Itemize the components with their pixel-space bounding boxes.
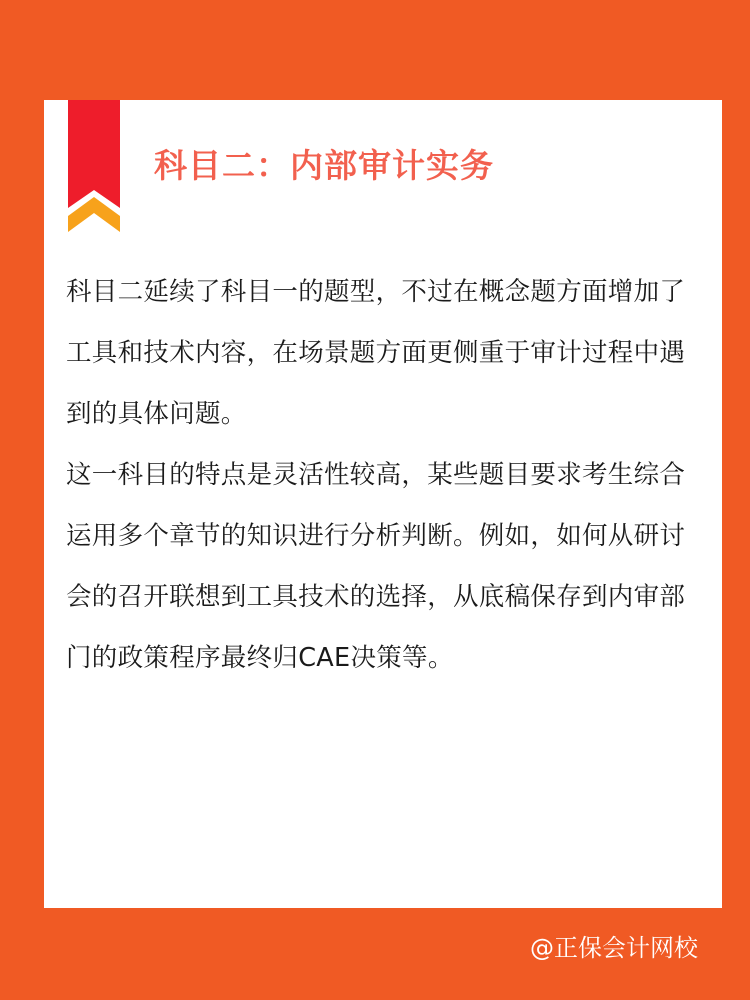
paragraph-2: 这一科目的特点是灵活性较高，某些题目要求考生综合运用多个章节的知识进行分析判断。例如，如何从研讨会的召开联想到工具技术的选择，从底稿保存到内审部门的政策程序最终归CAE决策等。 (66, 460, 686, 673)
body-text (66, 262, 696, 689)
paragraph-1: 科目二延续了科目一的题型，不过在概念题方面增加了工具和技术内容，在场景题方面更侧重于审计过程中遇到的具体问题。 (66, 277, 686, 429)
page-title: 科目二：内部审计实务 (154, 146, 494, 185)
bookmark-ribbon-icon (68, 100, 120, 232)
brand-watermark: @正保会计网校 (530, 934, 698, 962)
